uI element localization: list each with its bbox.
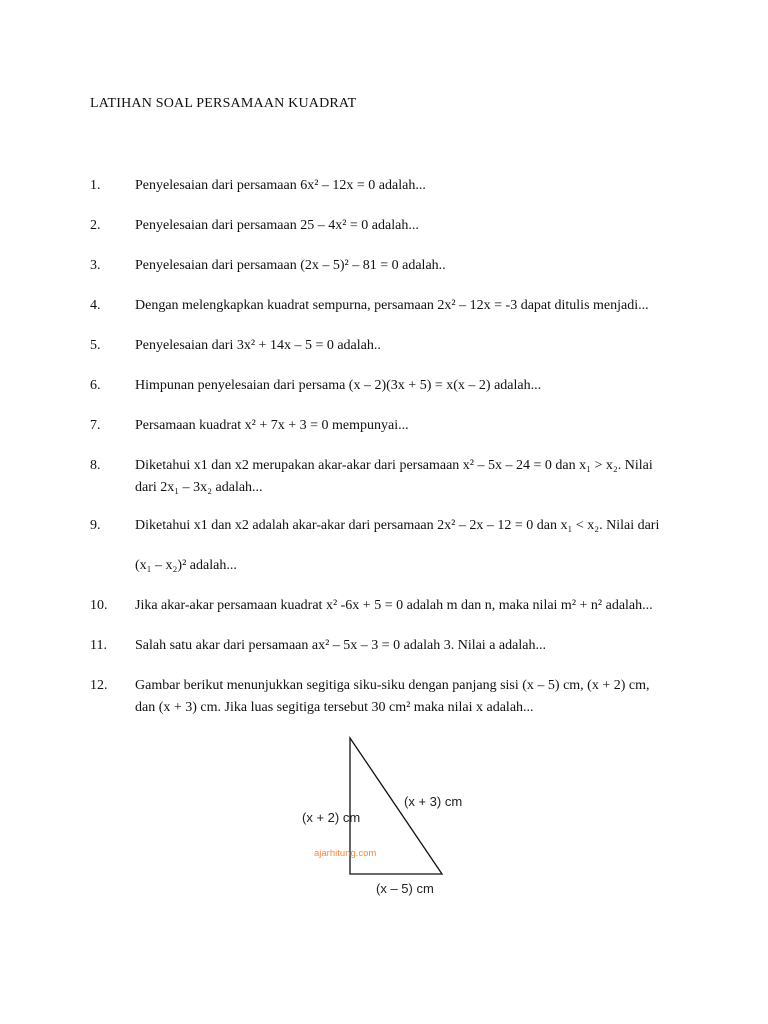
question-number: 11.	[90, 638, 107, 653]
question-number: 4.	[90, 298, 101, 313]
right-triangle-figure	[290, 730, 490, 905]
question-number: 12.	[90, 678, 108, 693]
hypotenuse-label: (x + 3) cm	[404, 794, 463, 809]
question-text: Penyelesaian dari 3x² + 14x – 5 = 0 adalah..	[135, 338, 381, 353]
question-text-continued: dan (x + 3) cm. Jika luas segitiga tersebut 30 cm² maka nilai x adalah...	[135, 700, 534, 715]
question-text: Jika akar-akar persamaan kuadrat x² -6x + 5 = 0 adalah m dan n, maka nilai m² + n² adalah...	[135, 598, 653, 613]
question-number: 2.	[90, 218, 101, 233]
watermark-text: ajarhitung.com	[314, 848, 377, 859]
question-text: Penyelesaian dari persamaan 6x² – 12x = 0 adalah...	[135, 178, 426, 193]
question-text: Diketahui x1 dan x2 merupakan akar-akar dari persamaan x² – 5x – 24 = 0 dan x₁ > x₂. Nilai	[135, 458, 653, 473]
question-number: 7.	[90, 418, 101, 433]
question-text-continued: dari 2x₁ – 3x₂ adalah...	[135, 480, 263, 495]
question-number: 10.	[90, 598, 108, 613]
vertical-side-label: (x + 2) cm	[302, 810, 361, 825]
question-number: 8.	[90, 458, 101, 473]
question-text: Himpunan penyelesaian dari persama (x – 2)(3x + 5) = x(x – 2) adalah...	[135, 378, 542, 393]
base-side-label: (x – 5) cm	[376, 881, 434, 896]
question-text: Salah satu akar dari persamaan ax² – 5x – 3 = 0 adalah 3. Nilai a adalah...	[135, 638, 546, 653]
question-number: 3.	[90, 258, 101, 273]
question-text: Diketahui x1 dan x2 adalah akar-akar dari persamaan 2x² – 2x – 12 = 0 dan x₁ < x₂. Nilai dari	[135, 518, 660, 533]
question-number: 1.	[90, 178, 101, 193]
question-text: Gambar berikut menunjukkan segitiga siku-siku dengan panjang sisi (x – 5) cm, (x + 2) cm,	[135, 678, 650, 693]
question-text: Dengan melengkapkan kuadrat sempurna, persamaan 2x² – 12x = -3 dapat ditulis menjadi...	[135, 298, 649, 313]
question-text: Penyelesaian dari persamaan 25 – 4x² = 0 adalah...	[135, 218, 419, 233]
question-number: 9.	[90, 518, 101, 533]
question-text-continued: (x₁ – x₂)² adalah...	[135, 558, 237, 573]
question-number: 6.	[90, 378, 101, 393]
question-number: 5.	[90, 338, 101, 353]
question-text: Penyelesaian dari persamaan (2x – 5)² – 81 = 0 adalah..	[135, 258, 446, 273]
question-text: Persamaan kuadrat x² + 7x + 3 = 0 mempunyai...	[135, 418, 409, 433]
page-title: LATIHAN SOAL PERSAMAAN KUADRAT	[90, 96, 357, 111]
